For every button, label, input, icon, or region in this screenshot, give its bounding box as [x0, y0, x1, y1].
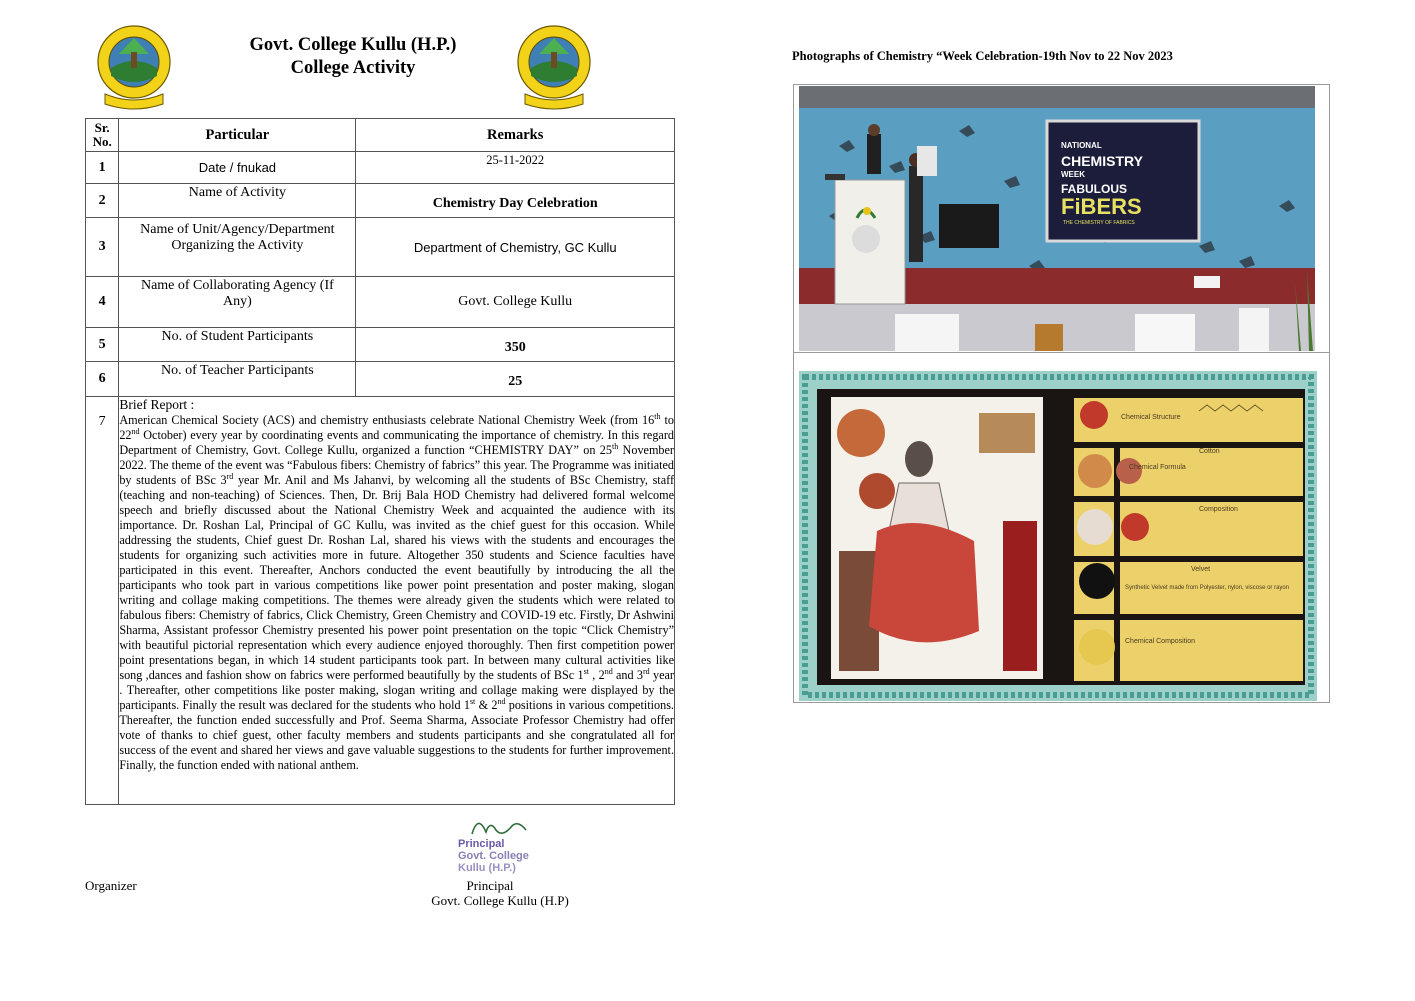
collage-photo [799, 371, 1317, 701]
document-subtitle: College Activity [290, 58, 416, 78]
header-sr: Sr. No. [86, 119, 119, 152]
svg-text:THE CHEMISTRY OF FABRICS: THE CHEMISTRY OF FABRICS [1063, 220, 1135, 226]
table-header-row [86, 119, 675, 152]
stamp-line-1: Principal [458, 838, 505, 850]
photos-divider [793, 352, 1329, 353]
row-remarks: Chemistry Day Celebration [356, 184, 675, 218]
row-remarks: 25-11-2022 [356, 152, 675, 184]
row-particular: Name of Activity [119, 184, 356, 218]
row-sr: 2 [86, 184, 119, 218]
document-title [215, 34, 491, 80]
row-sr: 1 [86, 152, 119, 184]
activity-table [85, 118, 675, 805]
stage-photo [799, 86, 1315, 351]
stamp-line-3: Kullu (H.P.) [458, 862, 516, 874]
row-sr: 4 [86, 277, 119, 328]
svg-text:WEEK: WEEK [1061, 170, 1085, 179]
principal-stamp [458, 812, 548, 880]
table-row [86, 152, 675, 184]
header-remarks: Remarks [356, 119, 675, 152]
brief-report-label: Brief Report : [119, 397, 195, 412]
svg-text:Synthetic Velvet made from Pol: Synthetic Velvet made from Polyester, nylon, viscose or rayon [1125, 585, 1290, 591]
svg-text:Chemical Formula: Chemical Formula [1129, 464, 1186, 471]
row-particular: Date / fnukad [119, 152, 356, 184]
svg-text:Chemical Composition: Chemical Composition [1125, 638, 1196, 645]
table-row [86, 218, 675, 277]
college-seal-left [95, 24, 173, 110]
row-remarks: 25 [356, 362, 675, 397]
organizer-label: Organizer [85, 878, 137, 893]
row-particular: Name of Collaborating Agency (If Any) [119, 277, 356, 328]
photos-title: Photographs of Chemistry “Week Celebration-19th Nov to 22 Nov 2023 [792, 49, 1173, 63]
report-row [86, 397, 675, 805]
svg-text:Composition: Composition [1199, 506, 1238, 513]
row-sr: 5 [86, 328, 119, 362]
stamp-line-2: Govt. College [458, 850, 529, 862]
row-sr: 3 [86, 218, 119, 277]
row-remarks: 350 [356, 328, 675, 362]
row-remarks: Department of Chemistry, GC Kullu [356, 218, 675, 277]
college-name: Govt. College Kullu (H.P.) [249, 35, 457, 55]
svg-text:Velvet: Velvet [1191, 566, 1211, 573]
stamp-text [458, 838, 529, 874]
svg-text:Chemical Structure: Chemical Structure [1121, 414, 1181, 421]
svg-text:CHEMISTRY: CHEMISTRY [1061, 153, 1143, 169]
row-particular: No. of Teacher Participants [119, 362, 356, 397]
table-row [86, 362, 675, 397]
table-row [86, 184, 675, 218]
row-sr: 7 [86, 397, 119, 805]
principal-college: Govt. College Kullu (H.P) [431, 893, 569, 908]
row-particular: No. of Student Participants [119, 328, 356, 362]
table-row [86, 277, 675, 328]
svg-text:Cotton: Cotton [1199, 448, 1220, 455]
svg-text:NATIONAL: NATIONAL [1061, 141, 1102, 150]
row-particular: Name of Unit/Agency/Department Organizing the Activity [119, 218, 356, 277]
svg-text:FABULOUS: FABULOUS [1061, 182, 1127, 196]
principal-label: Principal [466, 878, 514, 893]
svg-text:FiBERS: FiBERS [1061, 194, 1142, 219]
header-particular: Particular [119, 119, 356, 152]
brief-report [119, 397, 675, 805]
row-remarks: Govt. College Kullu [356, 277, 675, 328]
row-sr: 6 [86, 362, 119, 397]
college-seal-right [515, 24, 593, 110]
table-row [86, 328, 675, 362]
brief-report-text: American Chemical Society (ACS) and chemistry enthusiasts celebrate National Chemistry Week (from 16th to 22nd October) every year by coordinating events and communicating the importance of chemistry. In this regard Department of Chemistry, Govt. College Kullu, organized a function “CHEMISTRY DAY” on 25th November 2022. The theme of the event was “Fabulous fibers: Chemistry of fabrics” this year. The Programme was initiated by students of BSc 3rd year Mr. Anil and Ms Jahanvi, by welcoming all the students of BSc Chemistry, staff (teaching and non-teaching) of Sciences. Then, Dr. Brij Bala HOD Chemistry had delivered formal welcome speech and briefly discussed about the National Chemistry Week and acquainted the audience with its importance. Dr. Roshan Lal, Principal of GC Kullu, was invited as the chief guest for this occasion. While addressing the students, Chief guest Dr. Roshan Lal, shared his views with the students and encourages the students for organizing such activities more in future. Altogether 350 students and Science faculties have participated in this event. Thereafter, Anchors conducted the event beautifully by introducing the all the participants who took part in various competitions like power point presentation and poster making, slogan writing and collage making competitions. The themes were already given the students which were related to fabulous fibers: Chemistry of fabrics, Click Chemistry, Green Chemistry and COVID-19 etc. Firstly, Dr Ashwini Sharma, Assistant professor Chemistry presented his power point presentation on the topic “Click Chemistry” with beautiful pictorial representation which every audience enjoyed thoroughly. Then first competition power point presentations began, in which 14 student participants took part. In between many cultural activities like song ,dances and fashion show on fabrics were performed beautifully by the students of BSc 1st , 2nd and 3rd year . Thereafter, other competitions like poster making, slogan writing and collage making were displayed by the participants. Finally the result was declared for the students who hold 1st & 2nd positions in various competitions. Thereafter, the function ended successfully and Prof. Seema Sharma, Associate Professor Chemistry had offer vote of thanks to chief guest, other faculty members and students participants and she congratulated all for success of the event and shared her views and gave valuable suggestions to the students for further improvement. Finally, the function ended with national anthem. [119, 411, 675, 772]
